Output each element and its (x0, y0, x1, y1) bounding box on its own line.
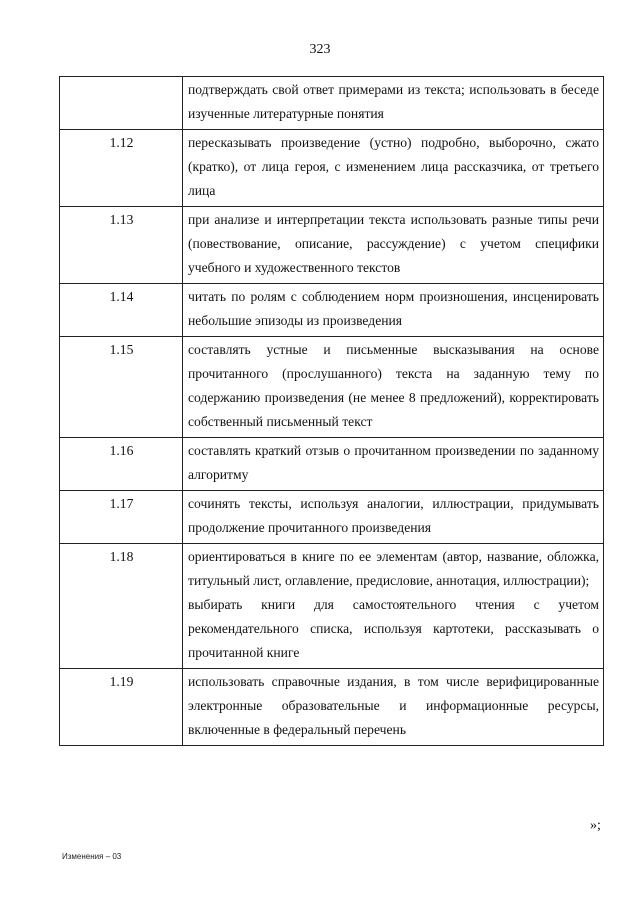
table-row (60, 130, 604, 207)
row-code-cell: 1.12 (60, 130, 183, 207)
table-row (60, 284, 604, 337)
description-paragraph: сочинять тексты, используя аналогии, иллюстрации, придумывать продолжение прочитанного произведения (188, 496, 599, 535)
description-paragraph: выбирать книги для самостоятельного чтения с учетом рекомендательного списка, используя картотеки, рассказывать о прочитанной книге (188, 597, 599, 660)
row-description-cell (183, 284, 604, 337)
row-description-cell (183, 130, 604, 207)
row-code-cell: 1.13 (60, 207, 183, 284)
description-paragraph: пересказывать произведение (устно) подробно, выборочно, сжато (кратко), от лица героя, с изменением лица рассказчика, от третьего лица (188, 135, 599, 198)
row-description-cell (183, 669, 604, 746)
description-paragraph: составлять краткий отзыв о прочитанном произведении по заданному алгоритму (188, 443, 599, 482)
row-code-cell: 1.18 (60, 544, 183, 669)
description-paragraph: читать по ролям с соблюдением норм произношения, инсценировать небольшие эпизоды из произведения (188, 289, 599, 328)
row-code-cell: 1.15 (60, 337, 183, 438)
description-paragraph: использовать справочные издания, в том числе верифицированные электронные образовательные и информационные ресурсы, включенные в федеральный перечень (188, 674, 599, 737)
requirements-table-body (60, 77, 604, 746)
row-description-cell (183, 337, 604, 438)
row-code-cell (60, 77, 183, 130)
row-description-cell (183, 438, 604, 491)
table-row (60, 544, 604, 669)
table-row (60, 438, 604, 491)
footer-revision-note: Изменения – 03 (62, 852, 122, 861)
row-code-cell: 1.19 (60, 669, 183, 746)
row-code-cell: 1.14 (60, 284, 183, 337)
description-paragraph: составлять устные и письменные высказывания на основе прочитанного (прослушанного) текста на заданную тему по содержанию произведения (не менее 8 предложений), корректировать собственный письменный текст (188, 342, 599, 429)
requirements-table (59, 76, 604, 746)
row-description-cell (183, 544, 604, 669)
description-paragraph: подтверждать свой ответ примерами из текста; использовать в беседе изученные литературные понятия (188, 82, 599, 121)
table-row (60, 77, 604, 130)
table-row (60, 491, 604, 544)
page-number: 323 (309, 42, 331, 57)
description-paragraph: при анализе и интерпретации текста использовать разные типы речи (повествование, описание, рассуждение) с учетом специфики учебного и художественного текстов (188, 212, 599, 275)
table-row (60, 207, 604, 284)
row-description-cell (183, 77, 604, 130)
row-description-cell (183, 207, 604, 284)
row-code-cell: 1.16 (60, 438, 183, 491)
row-code-cell: 1.17 (60, 491, 183, 544)
closing-quote-mark: »; (590, 818, 601, 833)
table-row (60, 669, 604, 746)
row-description-cell (183, 491, 604, 544)
table-row (60, 337, 604, 438)
description-paragraph: ориентироваться в книге по ее элементам (автор, название, обложка, титульный лист, оглавление, предисловие, аннотация, иллюстрации); (188, 549, 599, 588)
